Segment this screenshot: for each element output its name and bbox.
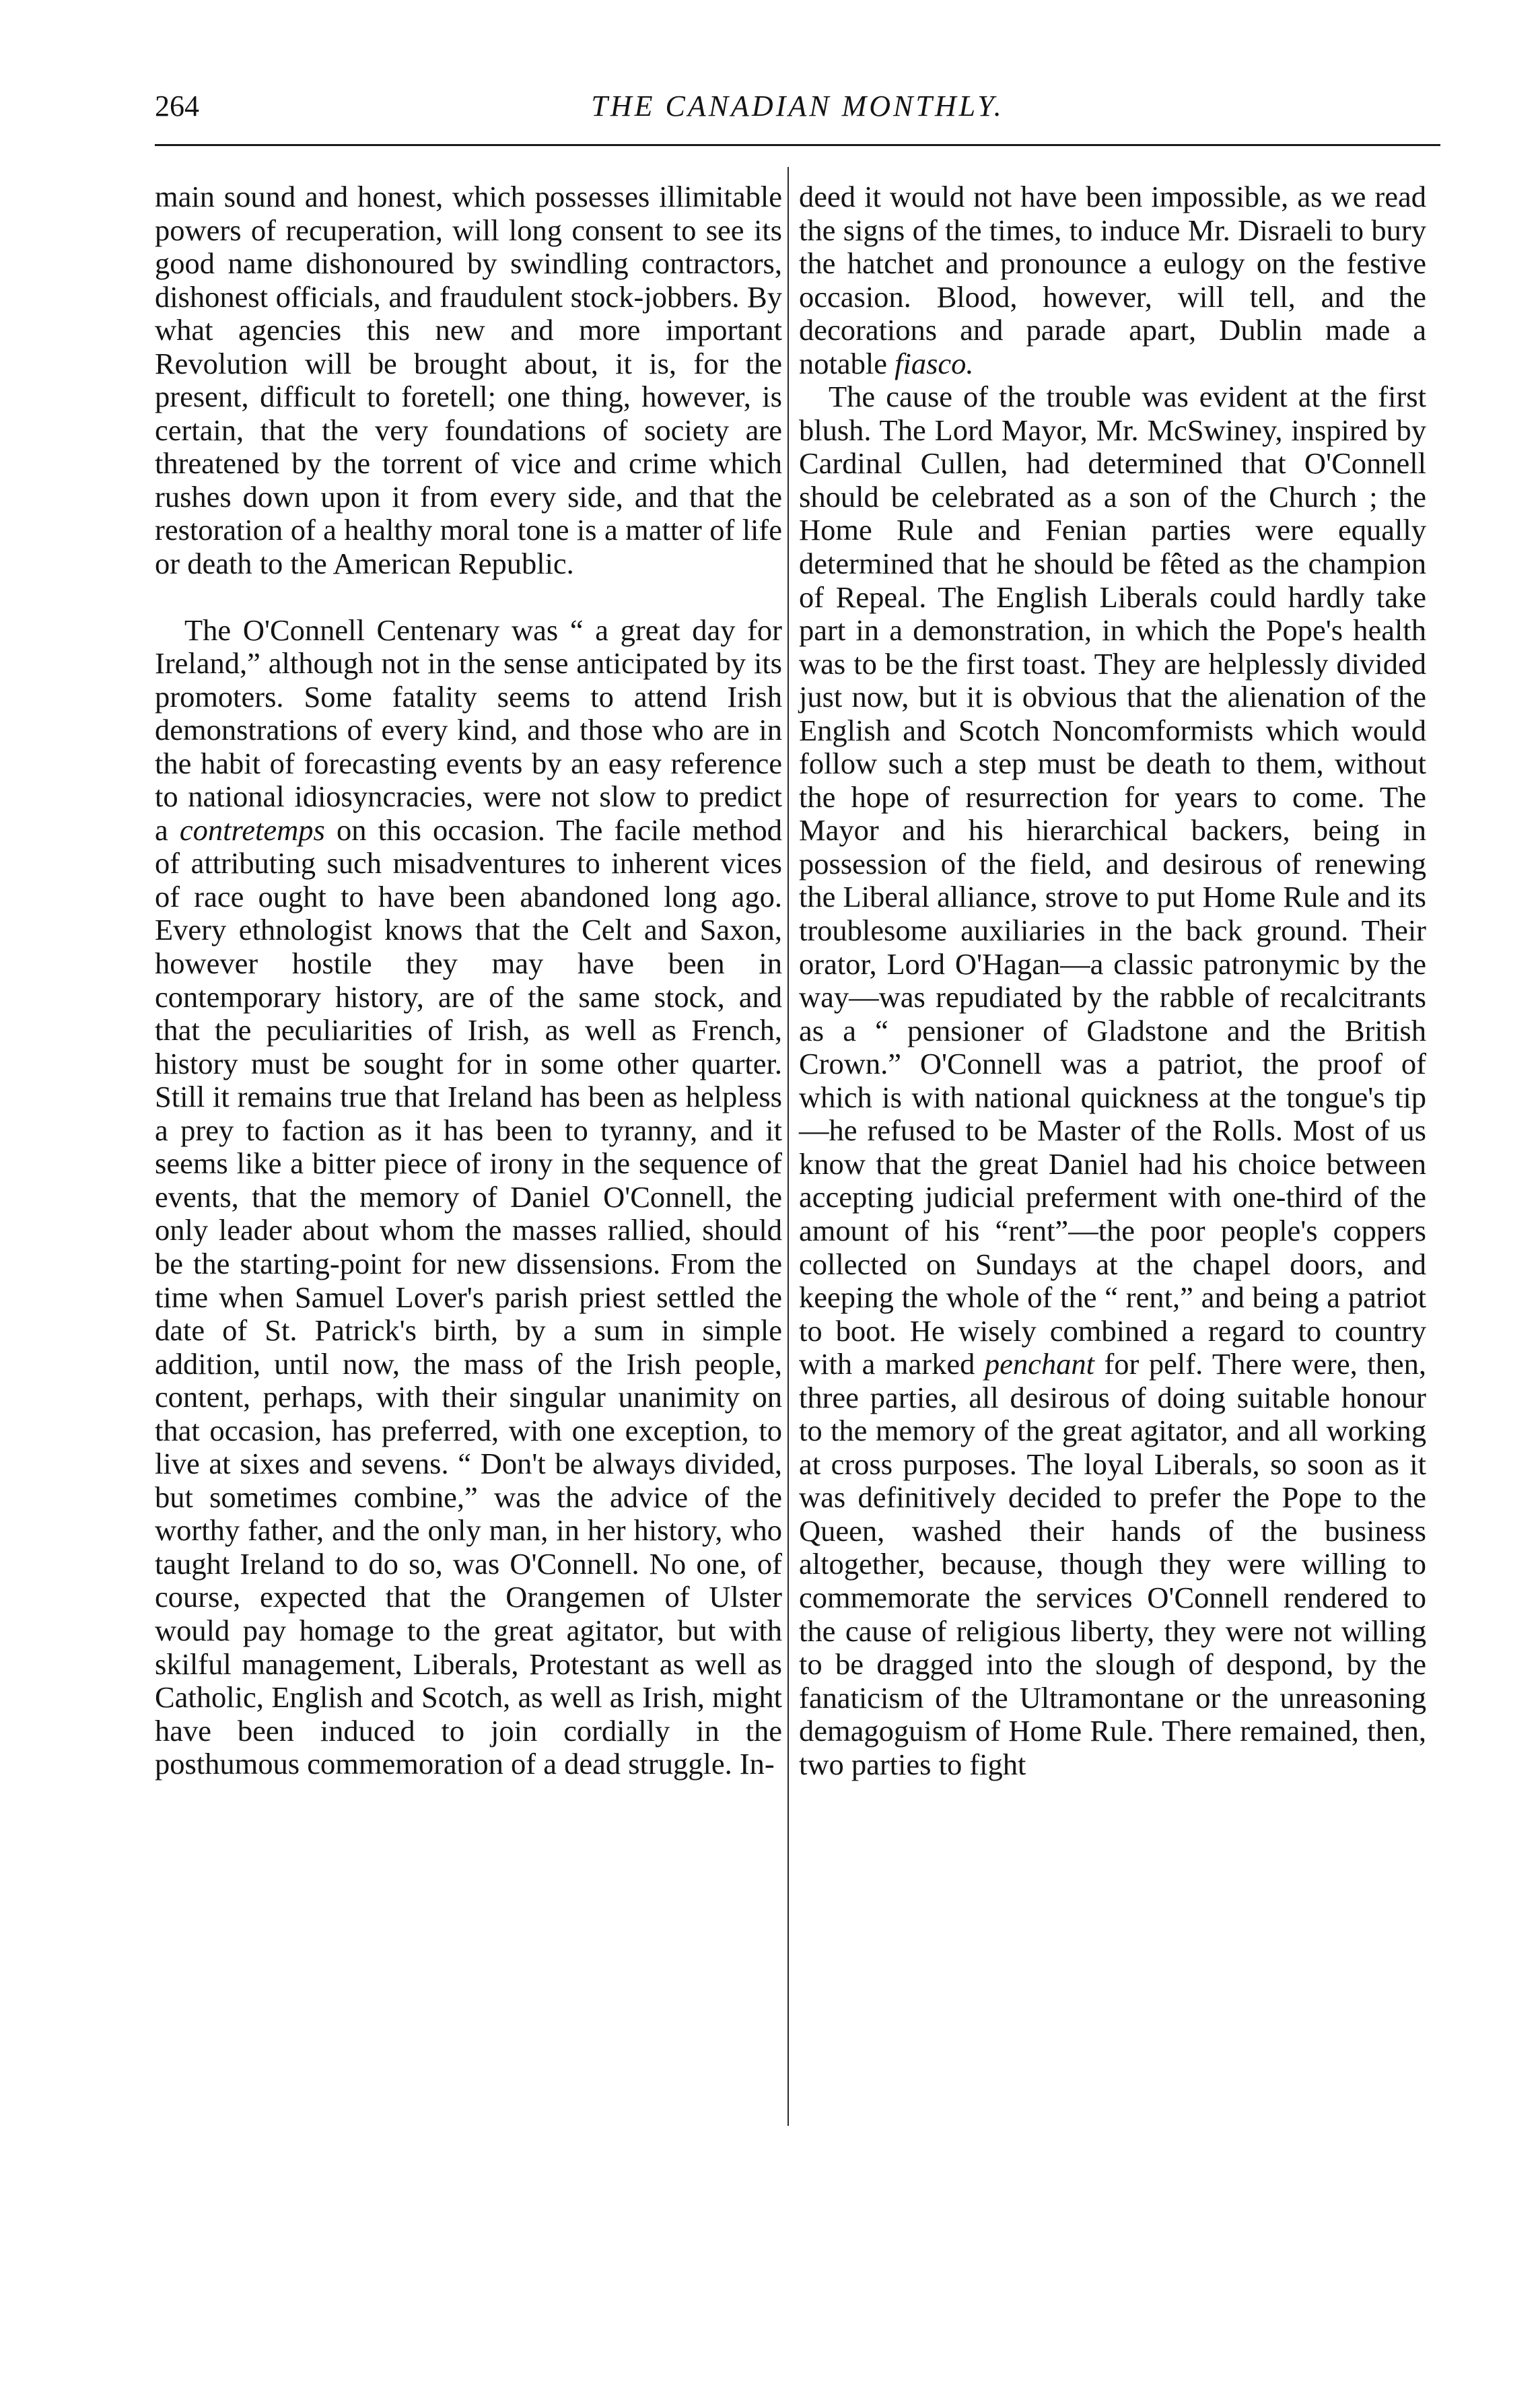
- paragraph-oconnell-centenary: The O'Connell Centenary was “ a great day for Ireland,” although not in the sense anticipated by its promoters. Some fatality seems to attend Irish demonstrations of every kind, and those who are in the habit of forecasting events by an easy reference to national idiosyncracies, were not slow to predict a contretemps on this occasion. The facile method of attributing such misadventures to inherent vices of race ought to have been abandoned long ago. Every ethnologist knows that the Celt and Saxon, however hostile they may have been in contemporary history, are of the same stock, and that the peculiarities of Irish, as well as French, history must be sought for in some other quarter. Still it remains true that Ireland has been as helpless a prey to faction as it has been to tyranny, and it seems like a bitter piece of irony in the sequence of events, that the memory of Daniel O'Connell, the only leader about whom the masses rallied, should be the starting-point for new dissensions. From the time when Samuel Lover's parish priest settled the date of St. Patrick's birth, by a sum in simple addition, until now, the mass of the Irish people, content, perhaps, with their singular unanimity on that occasion, has preferred, with one exception, to live at sixes and sevens. “ Don't be always divided, but sometimes combine,” was the advice of the worthy father, and the only man, in her history, who taught Ireland to do so, was O'Connell. No one, of course, expected that the Orangemen of Ulster would pay homage to the great agitator, but with skilful management, Liberals, Protestant as well as Catholic, English and Scotch, as well as Irish, might have been induced to join cordially in the posthumous commemoration of a dead struggle. In-: [155, 613, 782, 1781]
- running-title: THE CANADIAN MONTHLY.: [591, 90, 1004, 123]
- column-divider: [788, 167, 789, 2126]
- italic-term: penchant: [984, 1347, 1094, 1381]
- paragraph-cause-of-trouble: The cause of the trouble was evident at the first blush. The Lord Mayor, Mr. McSwiney, inspired by Cardinal Cullen, had determined that O'Connell should be celebrated as a son of the Church ; the Home Rule and Fenian parties were equally determined that he should be fêted as the champion of Repeal. The English Liberals could hardly take part in a demonstration, in which the Pope's health was to be the first toast. They are helplessly divided just now, but it is obvious that the alienation of the English and Scotch Noncomformists which would follow such a step must be death to them, without the hope of resurrection for years to come. The Mayor and his hierarchical backers, being in possession of the field, and desirous of renewing the Liberal alliance, strove to put Home Rule and its troublesome auxiliaries in the back ground. Their orator, Lord O'Hagan—a classic patronymic by the way—was repudiated by the rabble of recalcitrants as a “ pensioner of Gladstone and the British Crown.” O'Connell was a patriot, the proof of which is with national quickness at the tongue's tip—he refused to be Master of the Rolls. Most of us know that the great Daniel had his choice between accepting judicial preferment with one-third of the amount of his “rent”—the poor people's coppers collected on Sundays at the chapel doors, and keeping the whole of the “ rent,” and being a patriot to boot. He wisely combined a regard to country with a marked penchant for pelf. There were, then, three parties, all desirous of doing suitable honour to the memory of the great agitator, and all working at cross purposes. The loyal Liberals, so soon as it was definitively decided to prefer the Pope to the Queen, washed their hands of the business altogether, because, though they were willing to commemorate the services O'Connell rendered to the cause of religious liberty, they were not willing to be dragged into the slough of despond, by the fanaticism of the Ultramontane or the unreasoning demagoguism of Home Rule. There remained, then, two parties to fight: [799, 380, 1426, 1781]
- page-number: 264: [155, 90, 199, 123]
- italic-term: fiasco.: [895, 346, 974, 380]
- paragraph-continuation: deed it would not have been impossible, as we read the signs of the times, to induce Mr. Disraeli to bury the hatchet and pronounce a eulogy on the festive occasion. Blood, however, will tell, and the decorations and parade apart, Dublin made a notable fiasco.: [799, 180, 1426, 380]
- page-header: [155, 86, 1440, 135]
- paragraph-republic-conclusion: main sound and honest, which possesses illimitable powers of recuperation, will long consent to see its good name dishonoured by swindling contractors, dishonest officials, and fraudulent stock-jobbers. By what agencies this new and more important Revolution will be brought about, it is, for the present, difficult to foretell; one thing, however, is certain, that the very foundations of society are threatened by the torrent of vice and crime which rushes down upon it from every side, and that the restoration of a healthy moral tone is a matter of life or death to the American Republic.: [155, 180, 782, 581]
- left-column: [155, 180, 782, 1781]
- header-rule: [155, 144, 1440, 146]
- right-column: [799, 180, 1426, 1781]
- italic-term: contretemps: [179, 813, 325, 847]
